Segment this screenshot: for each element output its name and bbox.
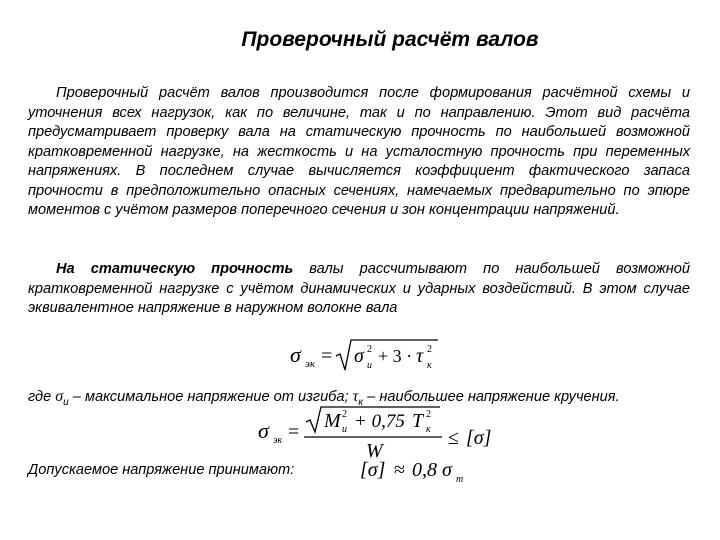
f1-term1-sup: 2 <box>367 344 372 355</box>
paragraph-intro: Проверочный расчёт валов производится после формирования расчётной схемы и уточнения всех нагрузок, как по величине, так и по направлению. Этот вид расчёта предусматривает проверку вала на статическую прочность по наибольшей возможной кратковременной нагрузке, на жесткость и на усталостную прочность при переменных напряжениях. В последнем случае вычисляется коэффициент фактического запаса прочности в предположительно опасных сечениях, намечаемых предварительно по эпюре моментов с учётом размеров поперечного сечения и зон концентрации напряжений. <box>28 85 690 218</box>
page-title: Проверочный расчёт валов <box>241 28 539 51</box>
f3-coef: 0,8 <box>412 459 437 481</box>
f2-lhs-symbol: σ <box>258 418 269 443</box>
f2-T-sub: к <box>426 424 431 435</box>
f2-rhs: [σ] <box>466 427 492 449</box>
f1-term2-sup: 2 <box>427 344 432 355</box>
f1-term2-symbol: τ <box>416 345 424 367</box>
f1-lhs-sub: эк <box>305 358 315 370</box>
f2-lhs-sub: эк <box>273 435 283 446</box>
f1-term1-symbol: σ <box>354 345 364 367</box>
f2-T-sup: 2 <box>426 409 431 420</box>
paragraph-rest: валы рассчитывают по наибольшей возможной кратковременной нагрузке с учётом динамических и ударных воздействий. В этом случае эквивалентное напряжение в наружном волокне вала <box>28 261 690 316</box>
f2-M: M <box>324 410 341 432</box>
paragraph-lead: На статическую прочность <box>56 261 294 277</box>
f3-approx: ≈ <box>394 459 405 481</box>
f2-denominator: W <box>366 440 383 462</box>
f2-M-sup: 2 <box>342 409 347 420</box>
f2-leq: ≤ <box>448 427 459 449</box>
f3-sym: σ <box>442 459 452 481</box>
paragraph-static-strength <box>28 260 690 319</box>
formula-allowable-stress <box>360 452 500 492</box>
where-sub1: и <box>63 396 69 408</box>
where-sym2: τ <box>352 388 359 405</box>
f2-eq: = <box>288 421 300 443</box>
formula-equivalent-stress <box>288 336 448 376</box>
f2-mid: + 0,75 <box>354 411 405 432</box>
f1-eq: = <box>321 345 333 367</box>
f1-term2-sub: к <box>427 360 432 371</box>
f2-T: T <box>412 410 424 432</box>
where-sub2: к <box>358 396 364 408</box>
allowable-text: Допускаемое напряжение принимают: <box>28 462 295 478</box>
f3-sub: т <box>456 474 464 485</box>
f1-lhs-symbol: σ <box>290 342 301 367</box>
f2-M-sub: и <box>342 424 347 435</box>
f1-coef: + 3 · <box>378 346 413 366</box>
f1-term1-sub: и <box>367 360 372 371</box>
where-sym1: σ <box>55 388 64 405</box>
where-line: где $\sigma_и$ – максимальное напряжение от изгиба; $\tau_к$ – наибольшее напряжение кручения. <box>28 388 620 408</box>
f3-lhs: [σ] <box>360 459 386 481</box>
